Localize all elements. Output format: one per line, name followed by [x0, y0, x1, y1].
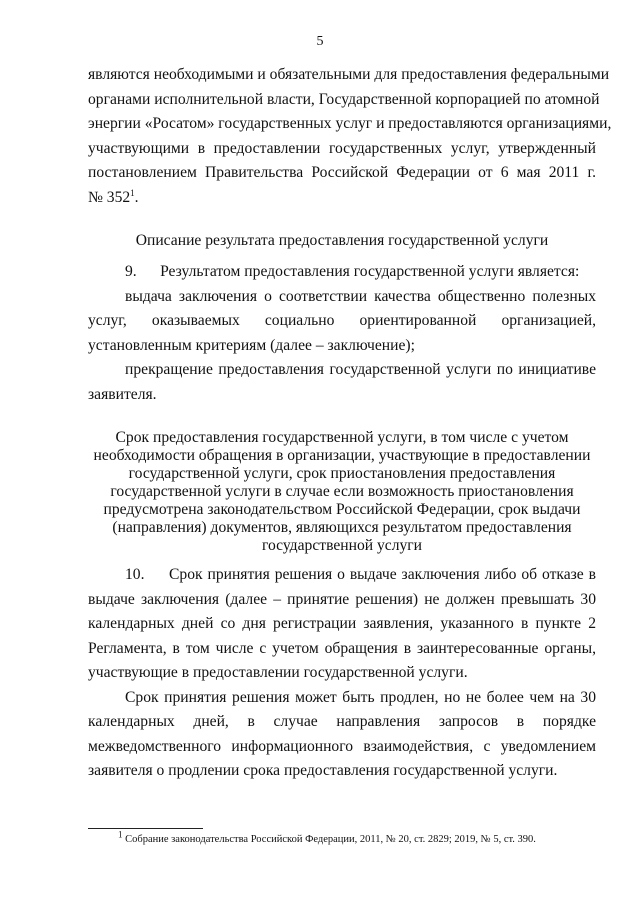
footnote	[118, 829, 536, 845]
result-section	[88, 260, 596, 407]
text-line: выдаче заключения (далее – принятие решения) не должен превышать 30	[88, 590, 596, 608]
text-line: межведомственного информационного взаимодействия, с уведомлением	[88, 737, 596, 755]
text-line: органами исполнительной власти, Государственной корпорацией по атомной	[88, 90, 600, 108]
text-line: выдача заключения о соответствии качества общественно полезных	[125, 287, 596, 305]
text-line	[88, 186, 596, 211]
footnote-ref: 1	[130, 187, 135, 198]
footnote-divider	[88, 828, 203, 829]
heading-line: необходимости обращения в организации, участвующие в предоставлении	[93, 447, 591, 464]
text-line: постановлением Правительства Российской Федерации от 6 мая 2011 г.	[88, 164, 596, 181]
footnote-text: Собрание законодательства Российской Федерации, 2011, № 20, ст. 2829; 2019, № 5, ст. 390.	[122, 834, 536, 845]
period: .	[134, 188, 139, 206]
text-line: участвующие в предоставлении государственной услуги.	[88, 664, 468, 681]
section-heading-result: Описание результата предоставления государственной услуги	[135, 232, 549, 249]
text-line: календарных дней со дня регистрации заявления, указанного в пункте 2	[88, 615, 596, 632]
intro-paragraph	[88, 63, 612, 210]
text-line: являются необходимыми и обязательными для предоставления федеральными	[88, 66, 610, 83]
text-line: прекращение предоставления государственной услуги по инициативе	[125, 361, 596, 378]
clause-9: 9. Результатом предоставления государственной услуги является:	[125, 263, 580, 280]
law-number: № 352	[88, 188, 131, 206]
text-line: участвующими в предоставлении государственных услуг, утвержденный	[88, 139, 596, 157]
heading-line: (направления) документов, являющихся результатом предоставления	[112, 519, 572, 536]
heading-line: Срок предоставления государственной услуги, в том числе с учетом	[115, 429, 569, 446]
page-number: 5	[316, 34, 324, 49]
heading-line: государственной услуги в случае если возможность приостановления	[110, 483, 574, 500]
text-line: Регламента, в том числе с учетом обращения в заинтересованные органы,	[88, 639, 596, 657]
text-line: заявителя о продлении срока предоставления государственной услуги.	[88, 762, 558, 779]
section-heading-term	[88, 429, 596, 555]
text-line: установленным критериям (далее – заключение);	[88, 336, 415, 354]
heading-line: государственной услуги	[261, 537, 423, 554]
clause-10: 10. Срок принятия решения о выдаче заключения либо об отказе в	[125, 566, 596, 583]
heading-line: предусмотрена законодательством Российской Федерации, срок выдачи	[103, 501, 581, 518]
text-line: услуг, оказываемых социально ориентированной организацией,	[88, 312, 596, 329]
text-line: календарных дней, в случае направления запросов в порядке	[88, 713, 596, 730]
text-line: заявителя.	[88, 385, 157, 403]
term-section	[88, 563, 596, 784]
text-line: Срок принятия решения может быть продлен, но не более чем на 30	[125, 688, 596, 706]
heading-line: государственной услуги, срок приостановления предоставления	[128, 465, 556, 482]
footnote-mark: 1	[118, 829, 123, 840]
text-line: энергии «Росатом» государственных услуг и предоставляются организациями,	[88, 115, 612, 132]
